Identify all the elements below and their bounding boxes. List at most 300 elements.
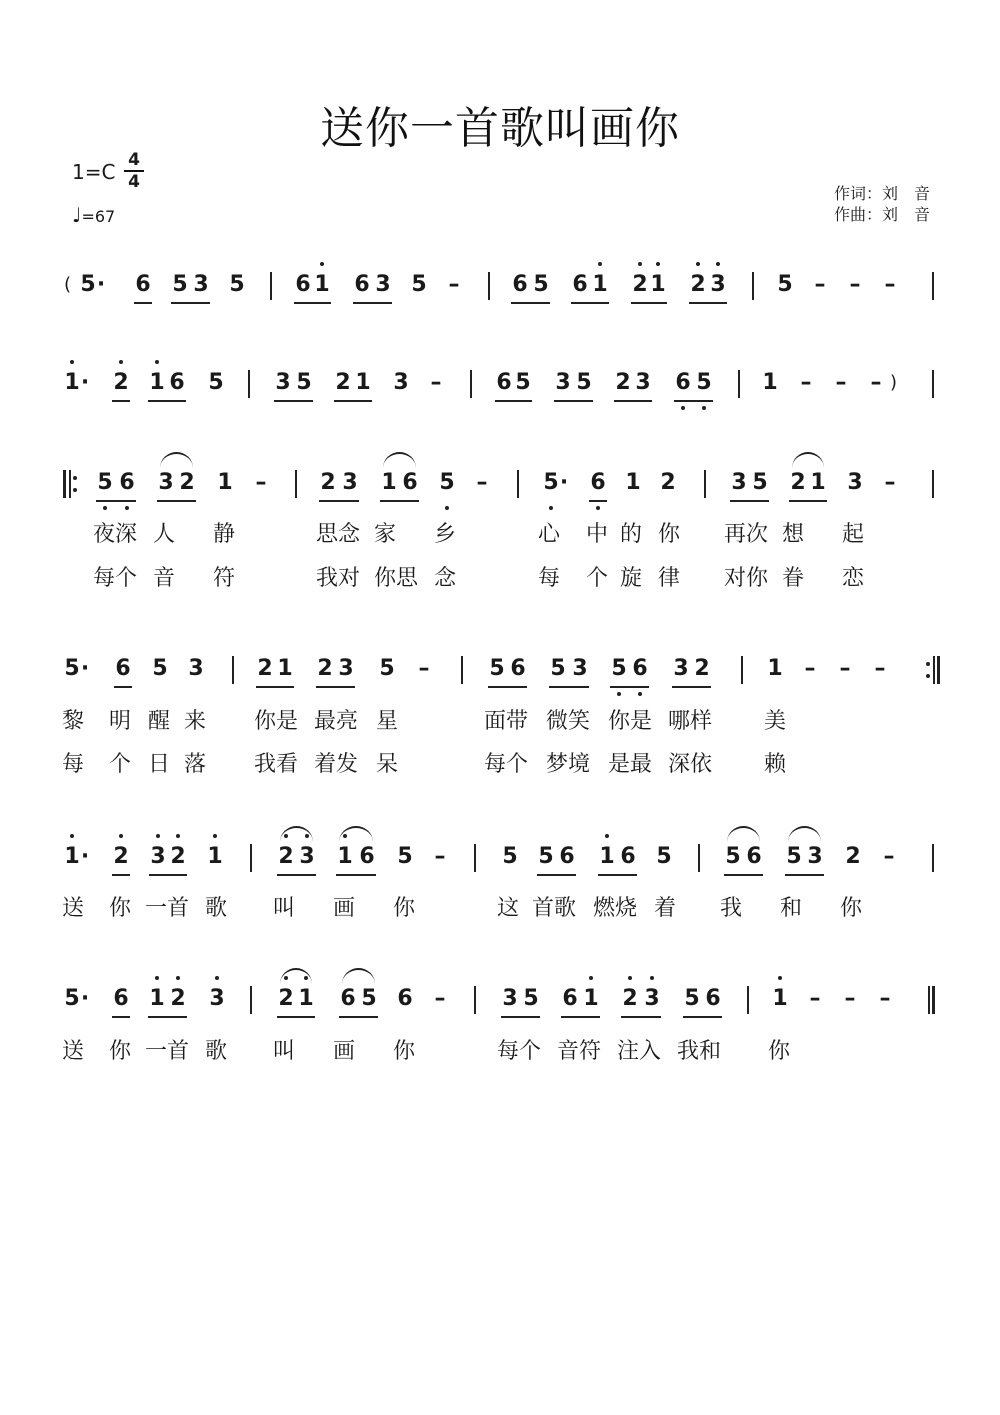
- lyric-word: 眷: [782, 566, 805, 591]
- lyric-word: 星: [376, 709, 399, 734]
- lyric-word: 个: [109, 752, 132, 777]
- lyric-word: 送: [62, 896, 85, 921]
- dash-extension: –: [879, 986, 891, 1011]
- lyric-word: 旋: [620, 566, 643, 591]
- lyric-word: 夜深: [93, 522, 138, 547]
- lyric-word: 醒: [148, 709, 171, 734]
- dash-extension: –: [434, 844, 446, 869]
- augmentation-dot: ·: [96, 272, 106, 297]
- note: 5: [515, 370, 531, 395]
- note: 3: [342, 470, 358, 495]
- note: 6: [295, 272, 311, 297]
- note: 1: [148, 368, 166, 398]
- beam-underline: [148, 1016, 187, 1018]
- beam-underline: [683, 1016, 722, 1018]
- note: 3: [555, 370, 571, 395]
- note: 3: [338, 656, 354, 681]
- barline: [741, 656, 743, 684]
- note: 6: [620, 844, 636, 869]
- note: 3: [393, 370, 409, 395]
- thin-line: [928, 986, 930, 1014]
- dash-extension: –: [870, 370, 882, 395]
- lyric-word: 再次: [724, 522, 769, 547]
- note: 6: [135, 272, 151, 297]
- barline: [474, 844, 476, 872]
- low-octave-dot: [638, 692, 642, 696]
- barline: [474, 986, 476, 1014]
- beam-underline: [149, 874, 187, 876]
- lyric-word: 起: [842, 522, 865, 547]
- composer-credit: 作曲：刘 音: [833, 205, 930, 224]
- note: 3: [807, 844, 823, 869]
- note: 6: [510, 656, 526, 681]
- note: 6: [562, 986, 578, 1011]
- lyric-word: 叫: [273, 896, 296, 921]
- note: 6: [559, 844, 575, 869]
- lyric-word: 个: [586, 566, 609, 591]
- slur: [788, 826, 821, 842]
- beam-underline: [277, 874, 316, 876]
- lyric-word: 一首: [145, 1039, 190, 1064]
- note: 2: [694, 656, 710, 681]
- low-octave-dot: [103, 506, 107, 510]
- high-octave-dot: [119, 360, 123, 364]
- note: 6: [397, 986, 413, 1011]
- note: 3: [298, 842, 316, 872]
- credits: [834, 183, 930, 225]
- note: 6: [118, 468, 136, 498]
- beam-underline: [157, 500, 196, 502]
- barline: [470, 370, 472, 398]
- beam-underline: [256, 686, 294, 688]
- note: 3: [158, 470, 174, 495]
- note: 5: [777, 272, 793, 297]
- note: 3: [375, 272, 391, 297]
- lyric-word: 音符: [557, 1039, 602, 1064]
- lyric-word: 叫: [273, 1039, 296, 1064]
- note: 5: [550, 656, 566, 681]
- note: 6: [340, 986, 356, 1011]
- note: 1: [649, 270, 667, 300]
- dash-extension: –: [844, 986, 856, 1011]
- beam-underline: [631, 302, 667, 304]
- note: 2: [179, 470, 195, 495]
- lyric-word: 你: [109, 896, 132, 921]
- note: 1: [63, 368, 81, 398]
- lyric-word: 乡: [434, 522, 457, 547]
- note: 5: [96, 468, 114, 498]
- note: 1: [217, 470, 233, 495]
- time-signature: [124, 151, 144, 191]
- note: 6: [359, 844, 375, 869]
- note: 6: [705, 986, 721, 1011]
- lyric-word: 首歌: [532, 896, 577, 921]
- note: 5: [64, 656, 80, 681]
- beam-underline: [339, 1016, 378, 1018]
- note: 5: [438, 468, 456, 498]
- note: 5: [656, 844, 672, 869]
- lyric-word: 每: [538, 566, 561, 591]
- note: 6: [354, 272, 370, 297]
- beam-underline: [537, 874, 576, 876]
- lyric-word: 和: [780, 896, 803, 921]
- lyric-word: 你: [768, 1039, 791, 1064]
- lyric-word: 面带: [484, 709, 529, 734]
- lyric-word: 美: [764, 709, 787, 734]
- row-4: [0, 654, 1000, 704]
- note: 5: [489, 656, 505, 681]
- dash-extension: –: [809, 986, 821, 1011]
- slur: [792, 452, 824, 468]
- beam-underline: [598, 874, 637, 876]
- dash-extension: –: [804, 656, 816, 681]
- note: 2: [112, 842, 130, 872]
- lyric-word: 你: [109, 1039, 132, 1064]
- lyric-word: 的: [620, 522, 643, 547]
- lyric-word: 送: [62, 1039, 85, 1064]
- lyric-word: 你思: [374, 566, 419, 591]
- lyric-word: 日: [148, 752, 171, 777]
- note: 1: [63, 842, 81, 872]
- beam-underline: [353, 302, 392, 304]
- barline: [698, 844, 700, 872]
- barline: [932, 470, 934, 498]
- beam-underline: [112, 1016, 130, 1018]
- lyric-word: 这: [497, 896, 520, 921]
- barline: [747, 986, 749, 1014]
- note: 5: [523, 986, 539, 1011]
- note: 3: [149, 842, 167, 872]
- high-octave-dot: [70, 834, 74, 838]
- note: 1: [771, 984, 789, 1014]
- barline: [232, 656, 234, 684]
- slur: [280, 968, 312, 984]
- repeat-end-barline: [926, 656, 946, 684]
- thick-line: [932, 986, 935, 1014]
- row-1: [0, 270, 1000, 320]
- lyric-word: 画: [333, 896, 356, 921]
- note: 3: [731, 470, 747, 495]
- note: 5: [610, 654, 628, 684]
- high-octave-dot: [320, 262, 324, 266]
- note: 5: [172, 272, 188, 297]
- note: 6: [631, 654, 649, 684]
- lyric-word: 我和: [677, 1039, 722, 1064]
- lyric-word: 每: [62, 752, 85, 777]
- high-octave-dot: [70, 360, 74, 364]
- note: 6: [115, 656, 131, 681]
- beam-underline: [294, 302, 331, 304]
- note: 2: [169, 842, 187, 872]
- beam-underline: [112, 400, 130, 402]
- slur: [383, 452, 416, 468]
- row-3: [0, 468, 1000, 518]
- note: 1: [336, 842, 354, 872]
- beam-underline: [336, 874, 376, 876]
- barline: [932, 272, 934, 300]
- thick-line: [937, 656, 940, 684]
- lyric-word: 注入: [617, 1039, 662, 1064]
- key-signature: 1=C: [72, 160, 116, 184]
- barline: [250, 844, 252, 872]
- beam-underline: [785, 874, 824, 876]
- high-octave-dot: [598, 262, 602, 266]
- note: 6: [496, 370, 512, 395]
- barline: [752, 272, 754, 300]
- note: 5: [538, 844, 554, 869]
- note: 5: [397, 844, 413, 869]
- lyricist-credit: 作词：刘 音: [833, 184, 930, 203]
- lyric-word: 微笑: [546, 709, 591, 734]
- lyric-word: 人: [153, 522, 176, 547]
- lyric-word: 每个: [93, 566, 138, 591]
- lyric-word: 律: [658, 566, 681, 591]
- row-6: [0, 984, 1000, 1034]
- lyric-word: 最亮: [314, 709, 359, 734]
- barline: [461, 656, 463, 684]
- note: 5: [502, 844, 518, 869]
- note: 5: [296, 370, 312, 395]
- repeat-start-barline: [63, 470, 83, 498]
- note: 1: [767, 656, 783, 681]
- note: 2: [112, 368, 130, 398]
- note: 2: [621, 984, 639, 1014]
- beam-underline: [488, 686, 527, 688]
- beam-underline: [380, 500, 419, 502]
- note: 6: [402, 470, 418, 495]
- lyric-word: 对你: [724, 566, 769, 591]
- high-octave-dot: [176, 834, 180, 838]
- dash-extension: –: [849, 272, 861, 297]
- lyric-word: 你是: [254, 709, 299, 734]
- note: 3: [709, 270, 727, 300]
- note: 5: [64, 986, 80, 1011]
- note: 2: [631, 270, 649, 300]
- beam-underline: [171, 302, 210, 304]
- barline: [932, 370, 934, 398]
- high-octave-dot: [650, 976, 654, 980]
- note: 5: [80, 272, 96, 297]
- dash-extension: –: [476, 470, 488, 495]
- note: 1: [810, 470, 826, 495]
- note: 5: [411, 272, 427, 297]
- lyric-word: 思念: [316, 522, 361, 547]
- lyric-word: 心: [538, 522, 561, 547]
- note: 2: [845, 844, 861, 869]
- note: 2: [689, 270, 707, 300]
- dash-extension: –: [418, 656, 430, 681]
- song-title: 送你一首歌叫画你: [320, 103, 680, 154]
- low-octave-dot: [702, 406, 706, 410]
- lyric-word: 黎: [62, 709, 85, 734]
- beam-underline: [614, 400, 652, 402]
- note: 3: [275, 370, 291, 395]
- high-octave-dot: [605, 834, 609, 838]
- thin-line: [933, 656, 935, 684]
- high-octave-dot: [656, 262, 660, 266]
- thick-line: [63, 470, 66, 498]
- beam-underline: [724, 874, 763, 876]
- slur: [342, 968, 375, 984]
- lyric-word: 想: [782, 522, 805, 547]
- high-octave-dot: [176, 976, 180, 980]
- barline: [295, 470, 297, 498]
- lyric-word: 恋: [842, 566, 865, 591]
- note: 2: [277, 842, 295, 872]
- note: 6: [512, 272, 528, 297]
- note: 3: [572, 656, 588, 681]
- time-signature-denominator: 4: [128, 172, 140, 192]
- beam-underline: [589, 500, 607, 502]
- beam-underline: [114, 686, 132, 688]
- note: 2: [257, 656, 273, 681]
- beam-underline: [610, 686, 649, 688]
- lyric-word: 中: [586, 522, 609, 547]
- dash-extension: –: [839, 656, 851, 681]
- note: 2: [169, 984, 187, 1014]
- note: 1: [598, 842, 616, 872]
- note: 3: [635, 370, 651, 395]
- lyric-word: 哪样: [668, 709, 713, 734]
- barline: [248, 370, 250, 398]
- dash-extension: –: [883, 844, 895, 869]
- note: 5: [208, 370, 224, 395]
- lyric-word: 歌: [205, 896, 228, 921]
- high-octave-dot: [119, 834, 123, 838]
- note: 3: [847, 470, 863, 495]
- barline: [517, 470, 519, 498]
- note: 1: [625, 470, 641, 495]
- beam-underline: [549, 686, 589, 688]
- tempo-marking: [72, 203, 115, 227]
- beam-underline: [134, 302, 152, 304]
- lyric-word: 每个: [484, 752, 529, 777]
- slur: [727, 826, 760, 842]
- lyric-word: 是最: [608, 752, 653, 777]
- note: 1: [206, 842, 224, 872]
- dash-extension: –: [884, 470, 896, 495]
- dash-extension: –: [814, 272, 826, 297]
- high-octave-dot: [778, 976, 782, 980]
- dash-extension: –: [800, 370, 812, 395]
- note: 5: [576, 370, 592, 395]
- lyric-word: 你是: [608, 709, 653, 734]
- row-5: [0, 842, 1000, 892]
- note: 5: [379, 656, 395, 681]
- high-octave-dot: [716, 262, 720, 266]
- lyric-word: 梦境: [546, 752, 591, 777]
- note: 3: [502, 986, 518, 1011]
- barline: [270, 272, 272, 300]
- note: 3: [673, 656, 689, 681]
- low-octave-dot: [596, 506, 600, 510]
- paren-close: ): [890, 372, 898, 393]
- note: 5: [533, 272, 549, 297]
- note: 5: [684, 986, 700, 1011]
- augmentation-dot: ·: [80, 370, 90, 395]
- note: 5: [152, 656, 168, 681]
- note: 1: [355, 370, 371, 395]
- lyric-word: 符: [213, 566, 236, 591]
- beam-underline: [789, 500, 827, 502]
- lyric-word: 念: [434, 566, 457, 591]
- note: 6: [746, 844, 762, 869]
- augmentation-dot: ·: [80, 844, 90, 869]
- high-octave-dot: [155, 360, 159, 364]
- note: 6: [589, 468, 607, 498]
- beam-underline: [730, 500, 769, 502]
- lyric-word: 歌: [205, 1039, 228, 1064]
- note: 3: [643, 984, 661, 1014]
- lyric-word: 我: [720, 896, 743, 921]
- beam-underline: [621, 1016, 661, 1018]
- low-octave-dot: [125, 506, 129, 510]
- dash-extension: –: [430, 370, 442, 395]
- note: 1: [277, 656, 293, 681]
- note: 2: [660, 470, 676, 495]
- beam-underline: [319, 500, 359, 502]
- repeat-dots: [73, 476, 79, 492]
- note: 5: [542, 468, 560, 498]
- note: 5: [786, 844, 802, 869]
- repeat-dots: [926, 662, 932, 678]
- lyric-word: 你: [393, 896, 416, 921]
- lyric-word: 着: [654, 896, 677, 921]
- note: 2: [615, 370, 631, 395]
- note: 5: [695, 368, 713, 398]
- note: 6: [674, 368, 692, 398]
- note: 1: [591, 270, 609, 300]
- barline: [704, 470, 706, 498]
- lyric-word: 画: [333, 1039, 356, 1064]
- dash-extension: –: [448, 272, 460, 297]
- beam-underline: [501, 1016, 540, 1018]
- final-barline: [928, 986, 938, 1014]
- augmentation-dot: ·: [559, 470, 569, 495]
- high-octave-dot: [213, 834, 217, 838]
- lyric-word: 你: [658, 522, 681, 547]
- beam-underline: [112, 874, 130, 876]
- note: 2: [790, 470, 806, 495]
- beam-underline: [689, 302, 727, 304]
- lyric-word: 明: [109, 709, 132, 734]
- beam-underline: [277, 1016, 315, 1018]
- note: 5: [361, 986, 377, 1011]
- note: 3: [208, 984, 226, 1014]
- beam-underline: [96, 500, 136, 502]
- high-octave-dot: [155, 976, 159, 980]
- beam-underline: [495, 400, 532, 402]
- lyric-word: 你: [840, 896, 863, 921]
- augmentation-dot: ·: [80, 656, 90, 681]
- beam-underline: [561, 1016, 600, 1018]
- lyric-word: 每个: [497, 1039, 542, 1064]
- lyric-word: 落: [184, 752, 207, 777]
- lyric-word: 你: [393, 1039, 416, 1064]
- low-octave-dot: [445, 506, 449, 510]
- lyric-word: 燃烧: [593, 896, 638, 921]
- thin-line: [69, 470, 71, 498]
- note: 2: [277, 984, 295, 1014]
- lyric-word: 着发: [314, 752, 359, 777]
- note: 2: [320, 470, 336, 495]
- tempo-value: =67: [81, 207, 116, 226]
- time-signature-numerator: 4: [128, 150, 140, 170]
- high-octave-dot: [628, 976, 632, 980]
- dash-extension: –: [835, 370, 847, 395]
- barline: [250, 986, 252, 1014]
- low-octave-dot: [681, 406, 685, 410]
